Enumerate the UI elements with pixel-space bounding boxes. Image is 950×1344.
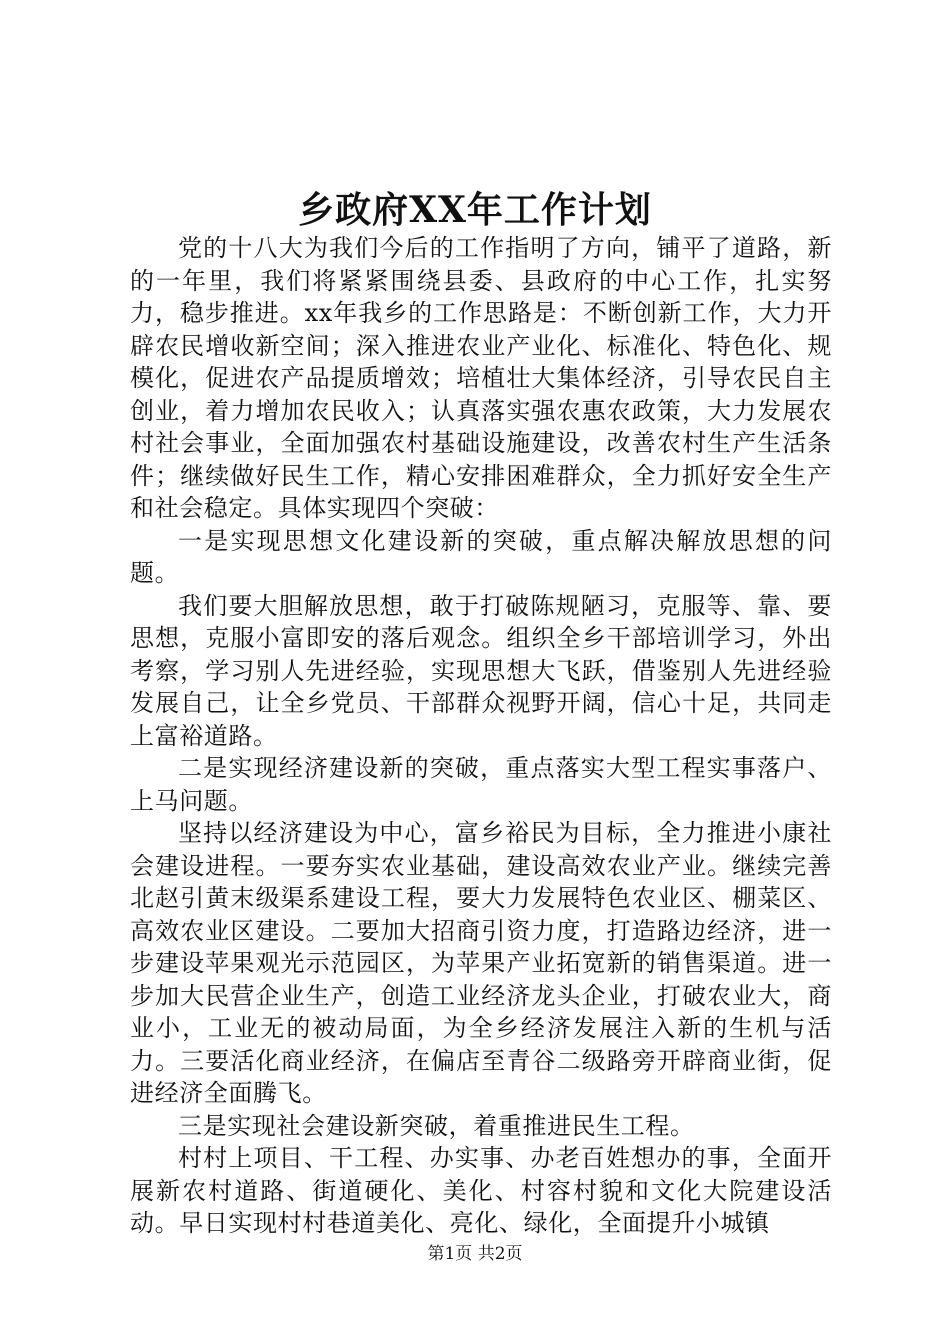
page-number-footer: 第1页 共2页 — [427, 1244, 523, 1264]
document-title: 乡政府XX年工作计划 — [298, 189, 652, 231]
document-body — [130, 232, 832, 1240]
paragraph-breakthrough-1: 一是实现思想文化建设新的突破，重点解决解放思想的问题。 — [130, 526, 832, 587]
paragraph-breakthrough-1-detail: 我们要大胆解放思想，敢于打破陈规陋习，克服等、靠、要思想，克服小富即安的落后观念。组织全乡干部培训学习，外出考察，学习别人先进经验，实现思想大飞跃，借鉴别人先进经验发展自己，让全乡党员、干部群众视野开阔，信心十足，共同走上富裕道路。 — [130, 591, 832, 750]
paragraph-breakthrough-3: 三是实现社会建设新突破，着重推进民生工程。 — [178, 1111, 695, 1140]
paragraph-intro: 党的十八大为我们今后的工作指明了方向，铺平了道路，新的一年里，我们将紧紧围绕县委、县政府的中心工作，扎实努力，稳步推进。xx年我乡的工作思路是：不断创新工作，大力开辟农民增收新空间；深入推进农业产业化、标准化、特色化、规模化，促进农产品提质增效；培植壮大集体经济，引导农民自主创业，着力增加农民收入；认真落实强农惠农政策，大力发展农村社会事业，全面加强农村基础设施建设，改善农村生产生活条件；继续做好民生工作，精心安排困难群众，全力抓好安全生产和社会稳定。具体实现四个突破： — [130, 234, 832, 522]
paragraph-breakthrough-2: 二是实现经济建设新的突破，重点落实大型工程实事落户、上马问题。 — [130, 754, 832, 815]
paragraph-breakthrough-2-detail: 坚持以经济建设为中心，富乡裕民为目标，全力推进小康社会建设进程。一要夯实农业基础，建设高效农业产业。继续完善北赵引黄末级渠系建设工程，要大力发展特色农业区、棚菜区、高效农业区建设。二要加大招商引资力度，打造路边经济，进一步建设苹果观光示范园区，为苹果产业拓宽新的销售渠道。进一步加大民营企业生产，创造工业经济龙头企业，打破农业大，商业小，工业无的被动局面，为全乡经济发展注入新的生机与活力。三要活化商业经济，在偏店至青谷二级路旁开辟商业街，促进经济全面腾飞。 — [130, 819, 832, 1107]
paragraph-breakthrough-3-detail: 村村上项目、干工程、办实事、办老百姓想办的事，全面开展新农村道路、街道硬化、美化、村容村貌和文化大院建设活动。早日实现村村巷道美化、亮化、绿化，全面提升小城镇 — [130, 1144, 832, 1237]
